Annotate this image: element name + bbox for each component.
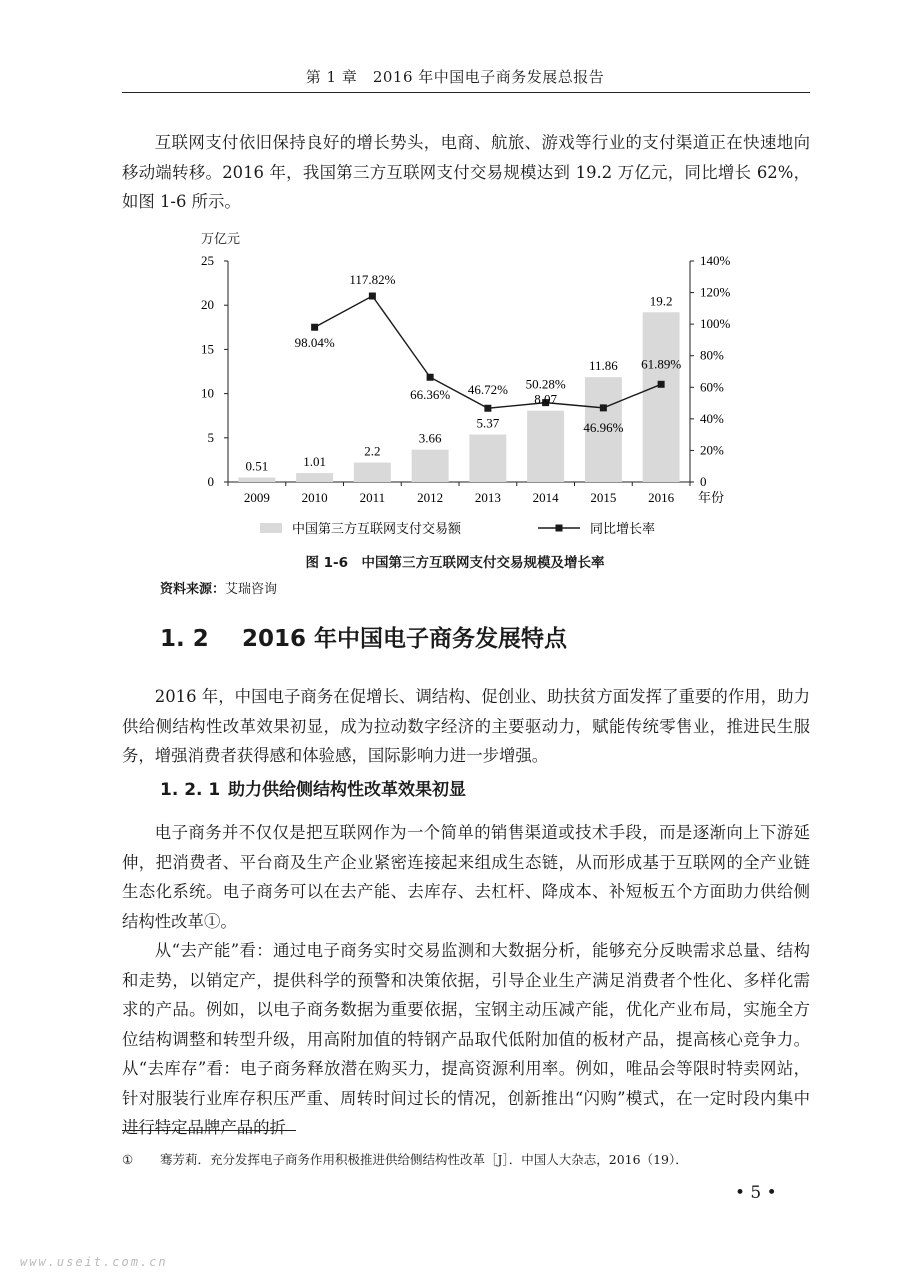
- footnote-rule: [122, 1130, 296, 1131]
- bar-value-label: 1.01: [303, 454, 326, 470]
- growth-value-label: 98.04%: [294, 335, 335, 351]
- growth-point: [658, 381, 665, 388]
- growth-value-label: 50.28%: [525, 376, 566, 392]
- footnote: [122, 1150, 822, 1168]
- growth-point: [369, 293, 376, 300]
- legend-line-label: 同比增长率: [590, 522, 656, 537]
- section-heading: [160, 620, 567, 653]
- bar: [412, 450, 449, 482]
- section-title: 2016 年中国电子商务发展特点: [242, 626, 568, 652]
- chart-legend: [260, 521, 655, 537]
- x-tick-label: 2011: [359, 490, 386, 505]
- right-tick-label: 80%: [700, 347, 724, 363]
- bar-value-label: 2.2: [364, 443, 381, 459]
- bar-value-label: 0.51: [245, 458, 269, 474]
- growth-value-label: 46.72%: [467, 382, 508, 398]
- bar-value-label: 11.86: [588, 358, 618, 374]
- running-header: 第 1 章 2016 年中国电子商务发展总报告: [305, 68, 605, 86]
- growth-value-label: 46.96%: [583, 419, 624, 435]
- x-tick-label: 2009: [243, 490, 270, 505]
- section-number: 1. 2: [160, 626, 209, 652]
- watermark: www.useit.com.cn: [20, 1255, 168, 1269]
- source-value: 艾瑞咨询: [225, 582, 278, 597]
- header-rule: [122, 92, 810, 93]
- left-tick-label: 15: [201, 341, 214, 357]
- figure-caption: 图 1-6 中国第三方互联网支付交易规模及增长率: [305, 555, 605, 571]
- subsection-heading: [160, 775, 466, 800]
- left-tick-label: 25: [201, 253, 214, 268]
- section-paragraph: 2016 年，中国电子商务在促增长、调结构、促创业、助扶贫方面发挥了重要的作用，助力供给侧结构性改革效果初显，成为拉动数字经济的主要驱动力，赋能传统零售业，推进民生服务，增强消费者获得感和体验感，国际影响力进一步增强。: [122, 687, 810, 765]
- right-tick-label: 100%: [700, 316, 731, 332]
- bar-value-label: 19.2: [649, 293, 673, 309]
- growth-point: [427, 374, 434, 381]
- x-tick-label: 2013: [474, 490, 501, 505]
- legend-bar-label: 中国第三方互联网支付交易额: [292, 522, 462, 537]
- bar: [469, 435, 506, 482]
- subsection-title: 助力供给侧结构性改革效果初显: [228, 780, 466, 800]
- x-tick-label: 2016: [648, 490, 675, 505]
- bar: [527, 411, 564, 482]
- growth-point: [484, 405, 491, 412]
- left-tick-label: 0: [207, 474, 214, 489]
- right-tick-label: 140%: [700, 253, 731, 268]
- figure-source: [160, 578, 277, 597]
- right-tick-label: 60%: [700, 379, 724, 395]
- growth-value-label: 117.82%: [349, 272, 396, 288]
- x-axis-suffix: 年份: [698, 490, 725, 505]
- x-tick-label: 2010: [301, 490, 328, 505]
- subsection-number: 1. 2. 1: [160, 780, 221, 800]
- growth-point: [600, 404, 607, 411]
- right-tick-label: 0: [700, 474, 707, 489]
- subsection-paragraph-2: 从“去产能”看：通过电子商务实时交易监测和大数据分析，能够充分反映需求总量、结构和走势，以销定产，提供科学的预警和决策依据，引导企业生产满足消费者个性化、多样化需求的产品。例如，以电子商务数据为重要依据，宝钢主动压减产能，优化产业布局，实施全方位结构调整和转型升级，用高附加值的特钢产品取代低附加值的板材产品，提高核心竞争力。从“去库存”看：电子商务释放潜在购买力，提高资源利用率。例如，唯品会等限时特卖网站，针对服装行业库存积压严重、周转时间过长的情况，创新推出“闪购”模式，在一定时段内集中进行特定品牌产品的折: [122, 941, 810, 1137]
- payment-chart: [180, 236, 760, 546]
- page-number: • 5 •: [735, 1183, 777, 1203]
- bar: [238, 477, 275, 482]
- bar: [296, 473, 333, 482]
- bar: [354, 463, 391, 482]
- chart-unit-label: 万亿元: [201, 232, 241, 247]
- right-tick-label: 40%: [700, 410, 724, 426]
- bar-value-label: 8.07: [534, 391, 557, 407]
- x-tick-label: 2015: [590, 490, 617, 505]
- growth-value-label: 61.89%: [641, 356, 682, 372]
- legend-bar-swatch: [260, 523, 282, 533]
- right-tick-label: 120%: [700, 284, 731, 300]
- right-tick-label: 20%: [700, 442, 724, 458]
- source-label: 资料来源：: [160, 582, 226, 597]
- x-tick-label: 2014: [532, 490, 559, 505]
- intro-paragraph: 互联网支付依旧保持良好的增长势头，电商、航旅、游戏等行业的支付渠道正在快速地向移动端转移。2016 年，我国第三方互联网支付交易规模达到 19.2 万亿元，同比增长 62%，如图 1-6 所示。: [122, 133, 810, 211]
- bar: [643, 312, 680, 482]
- x-tick-label: 2012: [417, 490, 444, 505]
- growth-value-label: 66.36%: [410, 387, 451, 403]
- footnote-text: 骞芳莉．充分发挥电子商务作用积极推进供给侧结构性改革［J］．中国人大杂志，2016（19）．: [160, 1152, 688, 1167]
- legend-line-marker: [556, 525, 563, 532]
- bar-value-label: 3.66: [418, 430, 442, 446]
- bar-value-label: 5.37: [476, 415, 500, 431]
- left-tick-label: 20: [201, 297, 214, 313]
- subsection-paragraph-1: 电子商务并不仅仅是把互联网作为一个简单的销售渠道或技术手段，而是逐渐向上下游延伸，把消费者、平台商及生产企业紧密连接起来组成生态链，从而形成基于互联网的全产业链生态化系统。电子商务可以在去产能、去库存、去杠杆、降成本、补短板五个方面助力供给侧结构性改革①。: [122, 823, 810, 931]
- growth-point: [311, 324, 318, 331]
- footnote-mark: ①: [122, 1152, 134, 1167]
- left-tick-label: 10: [201, 385, 214, 401]
- left-tick-label: 5: [207, 429, 214, 445]
